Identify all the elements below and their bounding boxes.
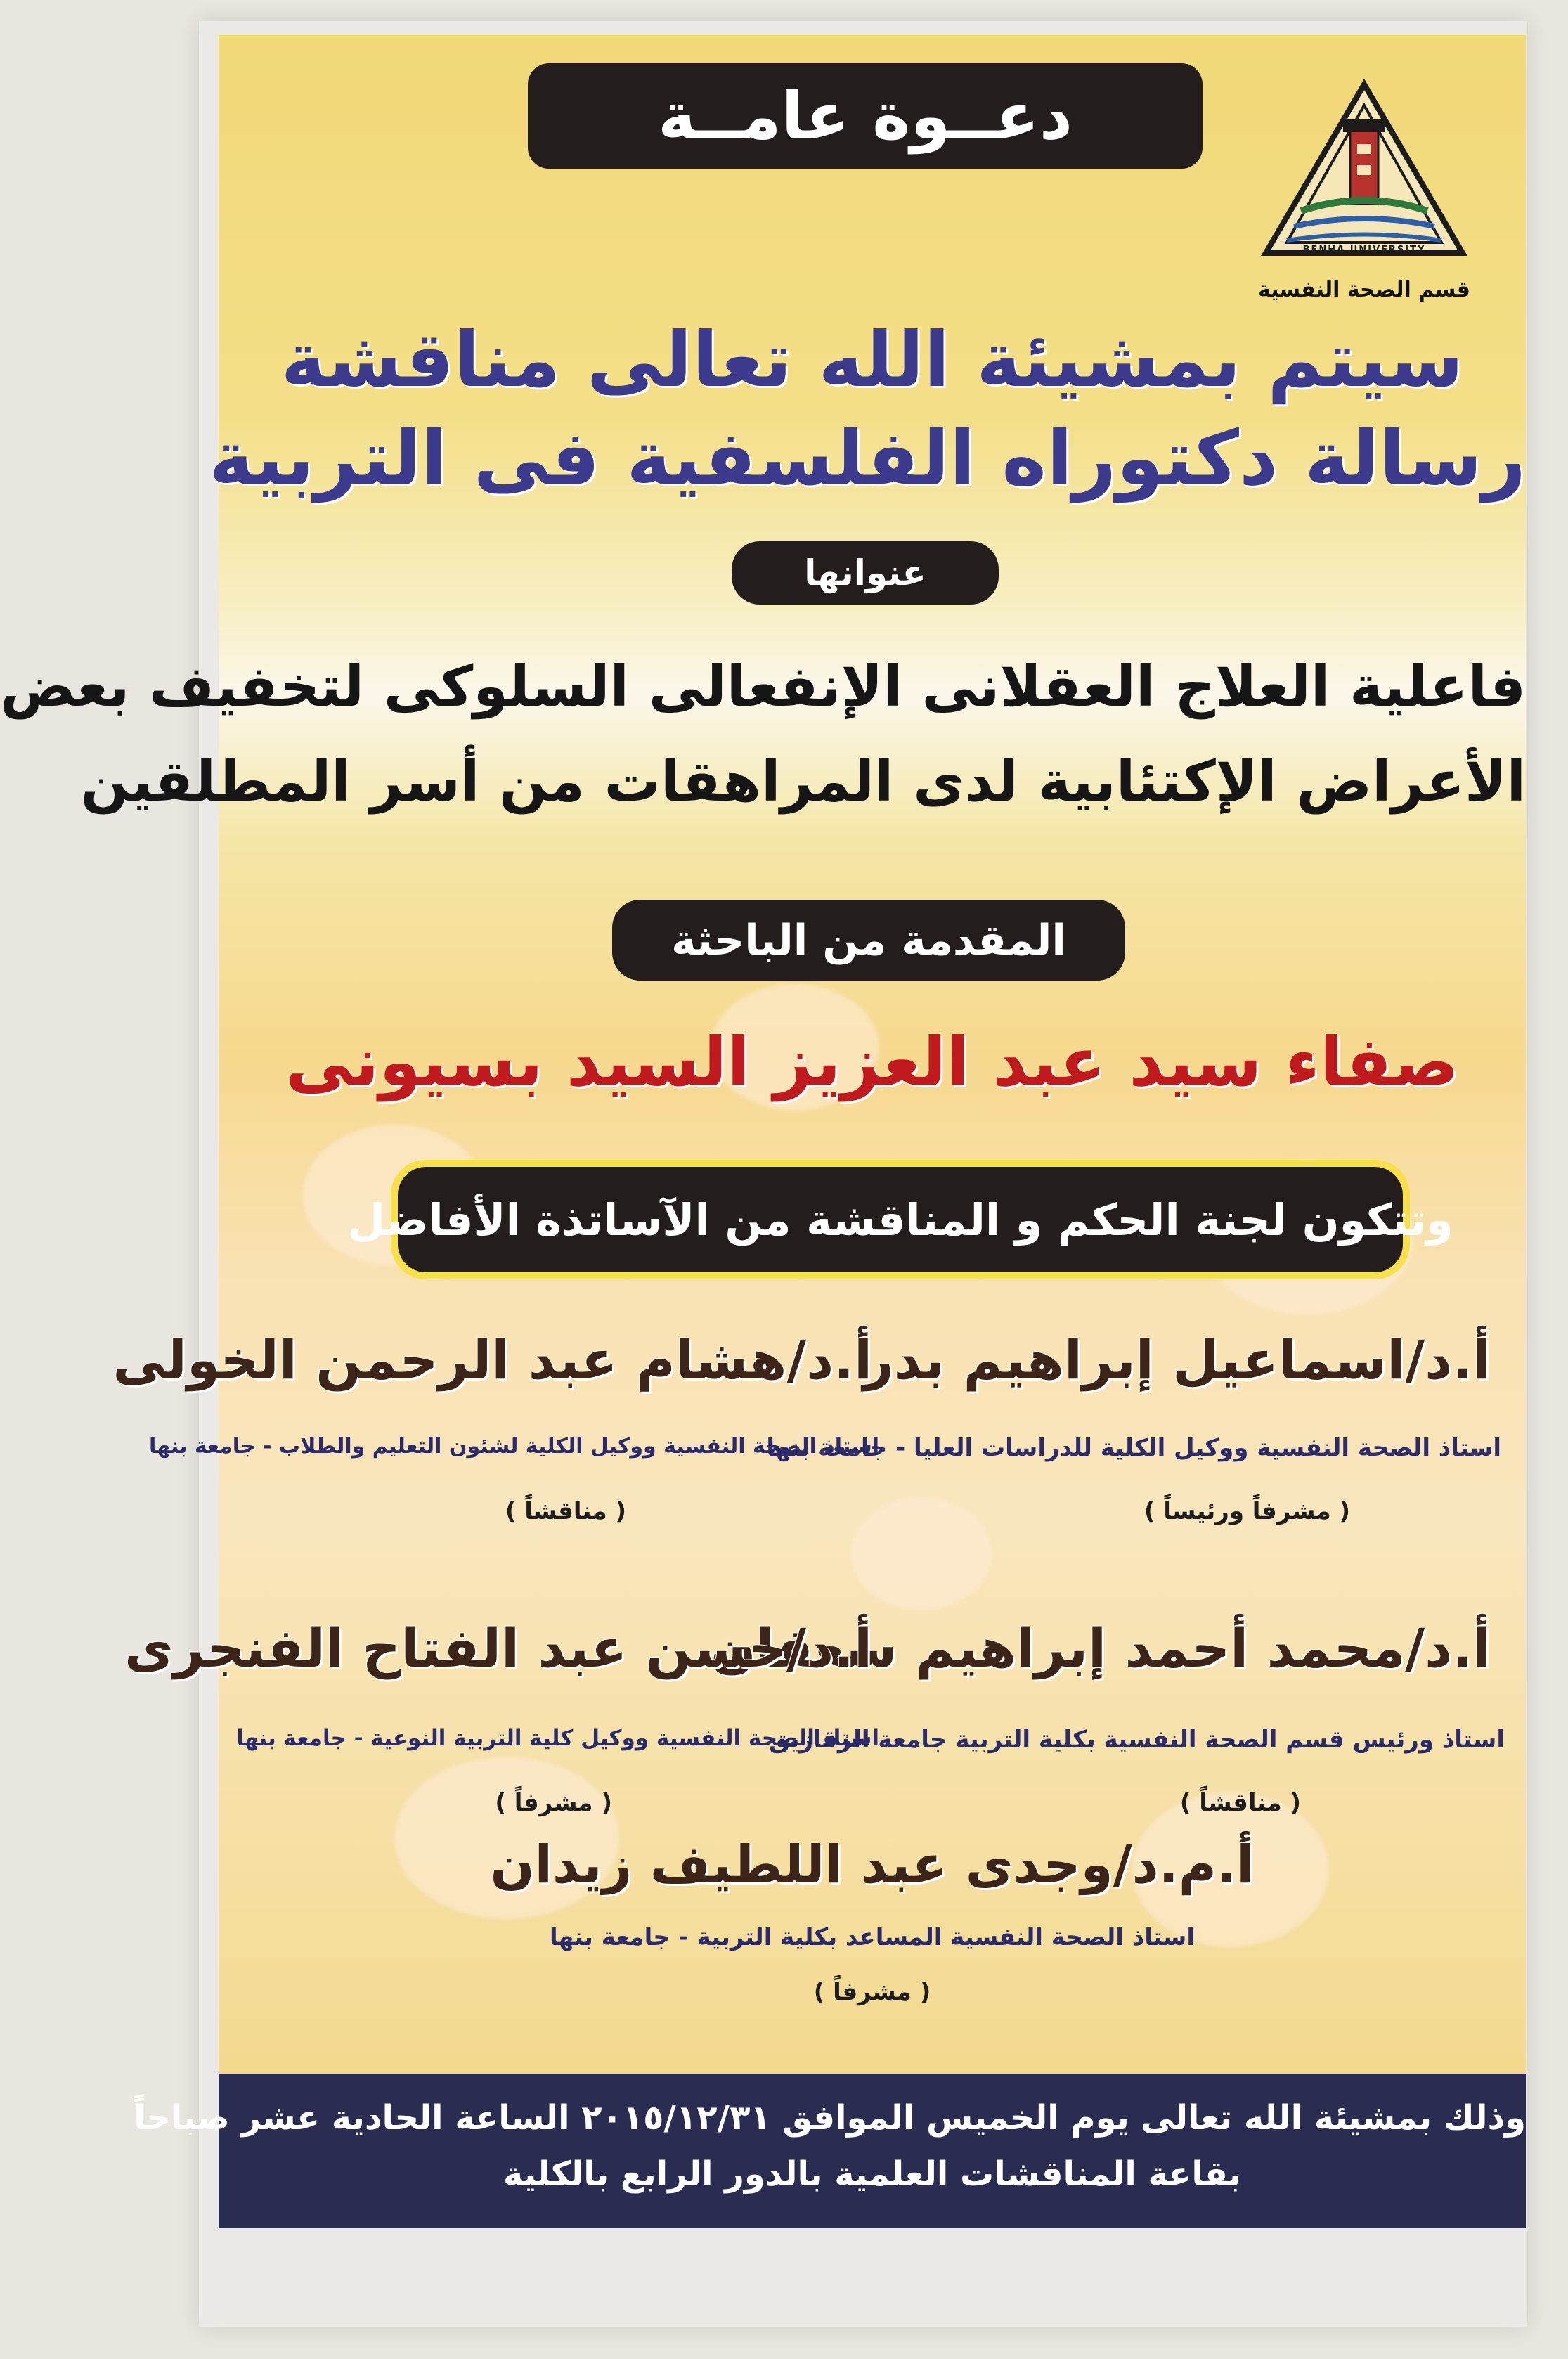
committee-member-4-role: ( مشرفاً ): [495, 1789, 612, 1817]
thesis-title-line-2: الأعراض الإكتئابية لدى المراهقات من أسر المطلقين: [80, 749, 1526, 814]
headline-line-2: رسالة دكتوراه الفلسفية فى التربية: [209, 415, 1526, 503]
committee-member-4-position: استاذ الصحة النفسية ووكيل كلية التربية النوعية - جامعة بنها: [236, 1726, 879, 1751]
committee-member-3-name: أ.د/محمد أحمد إبراهيم سعفان: [710, 1617, 1491, 1679]
committee-member-1-role: ( مشرفاً ورئيساً ): [1143, 1497, 1350, 1525]
presenter-label: المقدمة من الباحثة: [612, 900, 1125, 981]
invitation-label: دعــوة عامــة: [528, 63, 1203, 169]
committee-member-2-position: استاذ الصحة النفسية ووكيل الكلية لشئون التعليم والطلاب - جامعة بنها: [148, 1434, 879, 1459]
invitation-poster: [0, 35, 1526, 2194]
thesis-title-line-1: فاعلية العلاج العقلانى الإنفعالى السلوكى لتخفيف بعض: [0, 654, 1526, 719]
committee-member-2-role: ( مناقشاً ): [505, 1497, 626, 1525]
headline-line-1: سيتم بمشيئة الله تعالى مناقشة: [280, 316, 1464, 404]
committee-member-1-position: استاذ الصحة النفسية ووكيل الكلية للدراسات العليا - جامعة بنها: [766, 1434, 1501, 1462]
university-seal-icon: [1252, 77, 1477, 267]
committee-member-5-name: أ.م.د/وجدى عبد اللطيف زيدان: [490, 1835, 1255, 1895]
committee-member-4-name: أ.د/حسن عبد الفتاح الفنجرى: [124, 1617, 872, 1679]
committee-member-5-position: استاذ الصحة النفسية المساعد بكلية التربية - جامعة بنها: [550, 1923, 1195, 1951]
committee-member-1-name: أ.د/اسماعيل إبراهيم بدر: [862, 1329, 1491, 1391]
footer-line-2: بقاعة المناقشات العلمية بالدور الرابع بالكلية: [503, 2154, 1242, 2194]
footer-band: [134, 2074, 1526, 2228]
committee-member-5: [219, 1835, 1526, 2006]
university-seal-text: BENHA UNIVERSITY: [1302, 245, 1426, 255]
footer-line-1: وذلك بمشيئة الله تعالى يوم الخميس الموافق ٢٠١٥/١٢/٣١ الساعة الحادية عشر صباحاً: [134, 2098, 1526, 2138]
presenter-name: صفاء سيد عبد العزيز السيد بسيونى: [285, 1023, 1459, 1101]
committee-member-3-position: استاذ ورئيس قسم الصحة النفسية بكلية التربية جامعة الزقازيق: [768, 1726, 1505, 1754]
committee-member-2-name: أ.د/هشام عبد الرحمن الخولى: [112, 1329, 872, 1391]
department-label: قسم الصحة النفسية: [1258, 278, 1470, 302]
university-logo: [1252, 77, 1477, 267]
committee-member-5-role: ( مشرفاً ): [813, 1978, 931, 2006]
committee-member-3-role: ( مناقشاً ): [1179, 1789, 1301, 1817]
committee-label: وتتكون لجنة الحكم و المناقشة من الآساتذة الأفاضل: [398, 1167, 1403, 1272]
title-label: عنوانها: [732, 541, 999, 605]
